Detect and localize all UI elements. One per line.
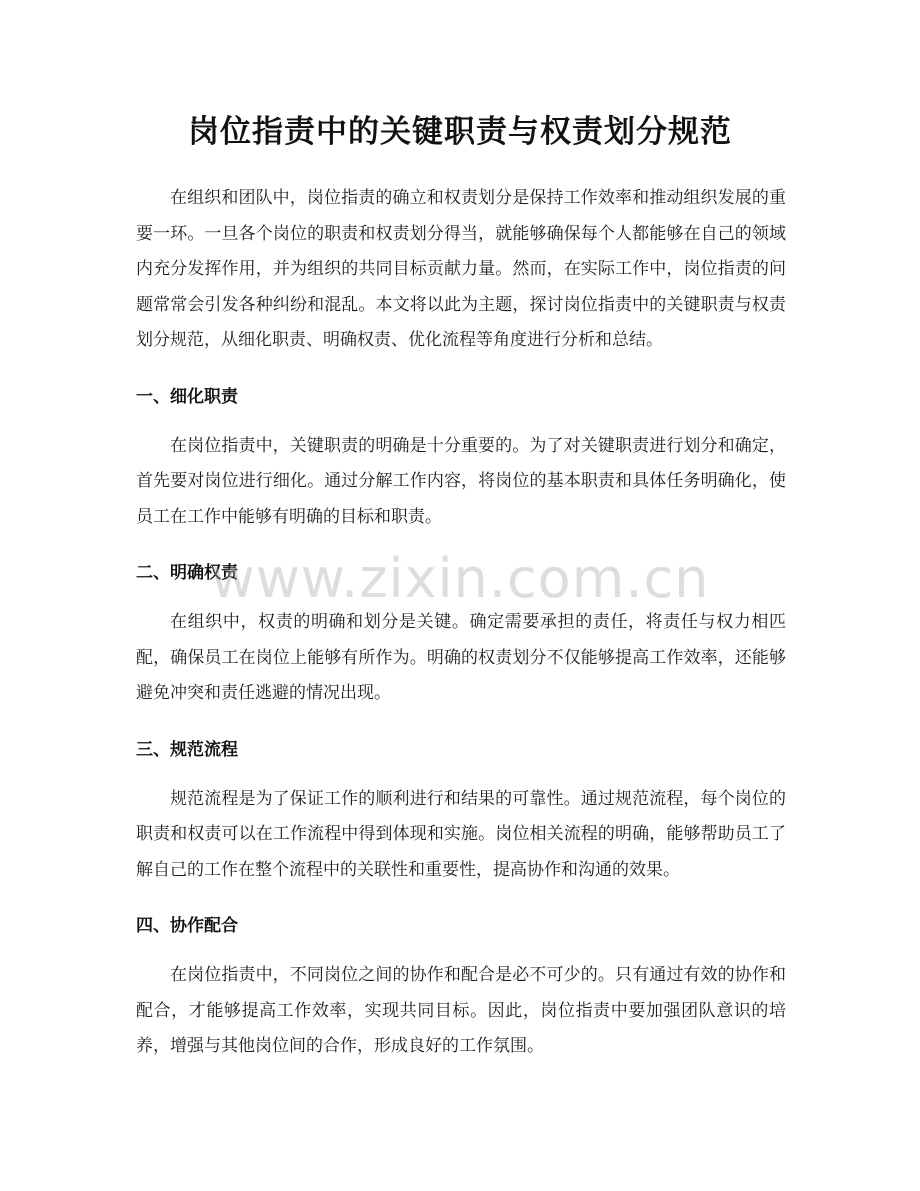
section-body-4: 在岗位指责中，不同岗位之间的协作和配合是必不可少的。只有通过有效的协作和配合，才能够提高工作效率，实现共同目标。因此，岗位指责中要加强团队意识的培养，增强与其他岗位间的合作，形成良好的工作氛围。 xyxy=(136,965,786,1056)
section-body-3: 规范流程是为了保证工作的顺利进行和结果的可靠性。通过规范流程，每个岗位的职责和权责可以在工作流程中得到体现和实施。岗位相关流程的明确，能够帮助员工了解自己的工作在整个流程中的关联性和重要性，提高协作和沟通的效果。 xyxy=(136,788,786,880)
section-heading-3: 三、规范流程 xyxy=(136,739,238,760)
section-heading-2: 二、明确权责 xyxy=(136,563,238,583)
document-body xyxy=(136,181,786,1065)
section-body-2: 在组织中，权责的明确和划分是关键。确定需要承担的责任，将责任与权力相匹配，确保员工在岗位上能够有所作为。明确的权责划分不仅能够提高工作效率，还能够避免冲突和责任逃避的情况出现。 xyxy=(136,612,786,703)
watermark: www.zixin.com.cn xyxy=(210,547,710,610)
section-heading-4: 四、协作配合 xyxy=(136,916,238,936)
section-heading-1: 一、细化职责 xyxy=(136,386,238,407)
section-body-1: 在岗位指责中，关键职责的明确是十分重要的。为了对关键职责进行划分和确定，首先要对岗位进行细化。通过分解工作内容，将岗位的基本职责和具体任务明确化，使员工在工作中能够有明确的目标和职责。 xyxy=(136,435,786,527)
intro-paragraph: 在组织和团队中，岗位指责的确立和权责划分是保持工作效率和推动组织发展的重要一环。一旦各个岗位的职责和权责划分得当，就能够确保每个人都能够在自己的领域内充分发挥作用，并为组织的共同目标贡献力量。然而，在实际工作中，岗位指责的问题常常会引发各种纠纷和混乱。本文将以此为主题，探讨岗位指责中的关键职责与权责划分规范，从细化职责、明确权责、优化流程等角度进行分析和总结。 xyxy=(136,188,786,350)
document-title: 岗位指责中的关键职责与权责划分规范 xyxy=(188,114,732,150)
